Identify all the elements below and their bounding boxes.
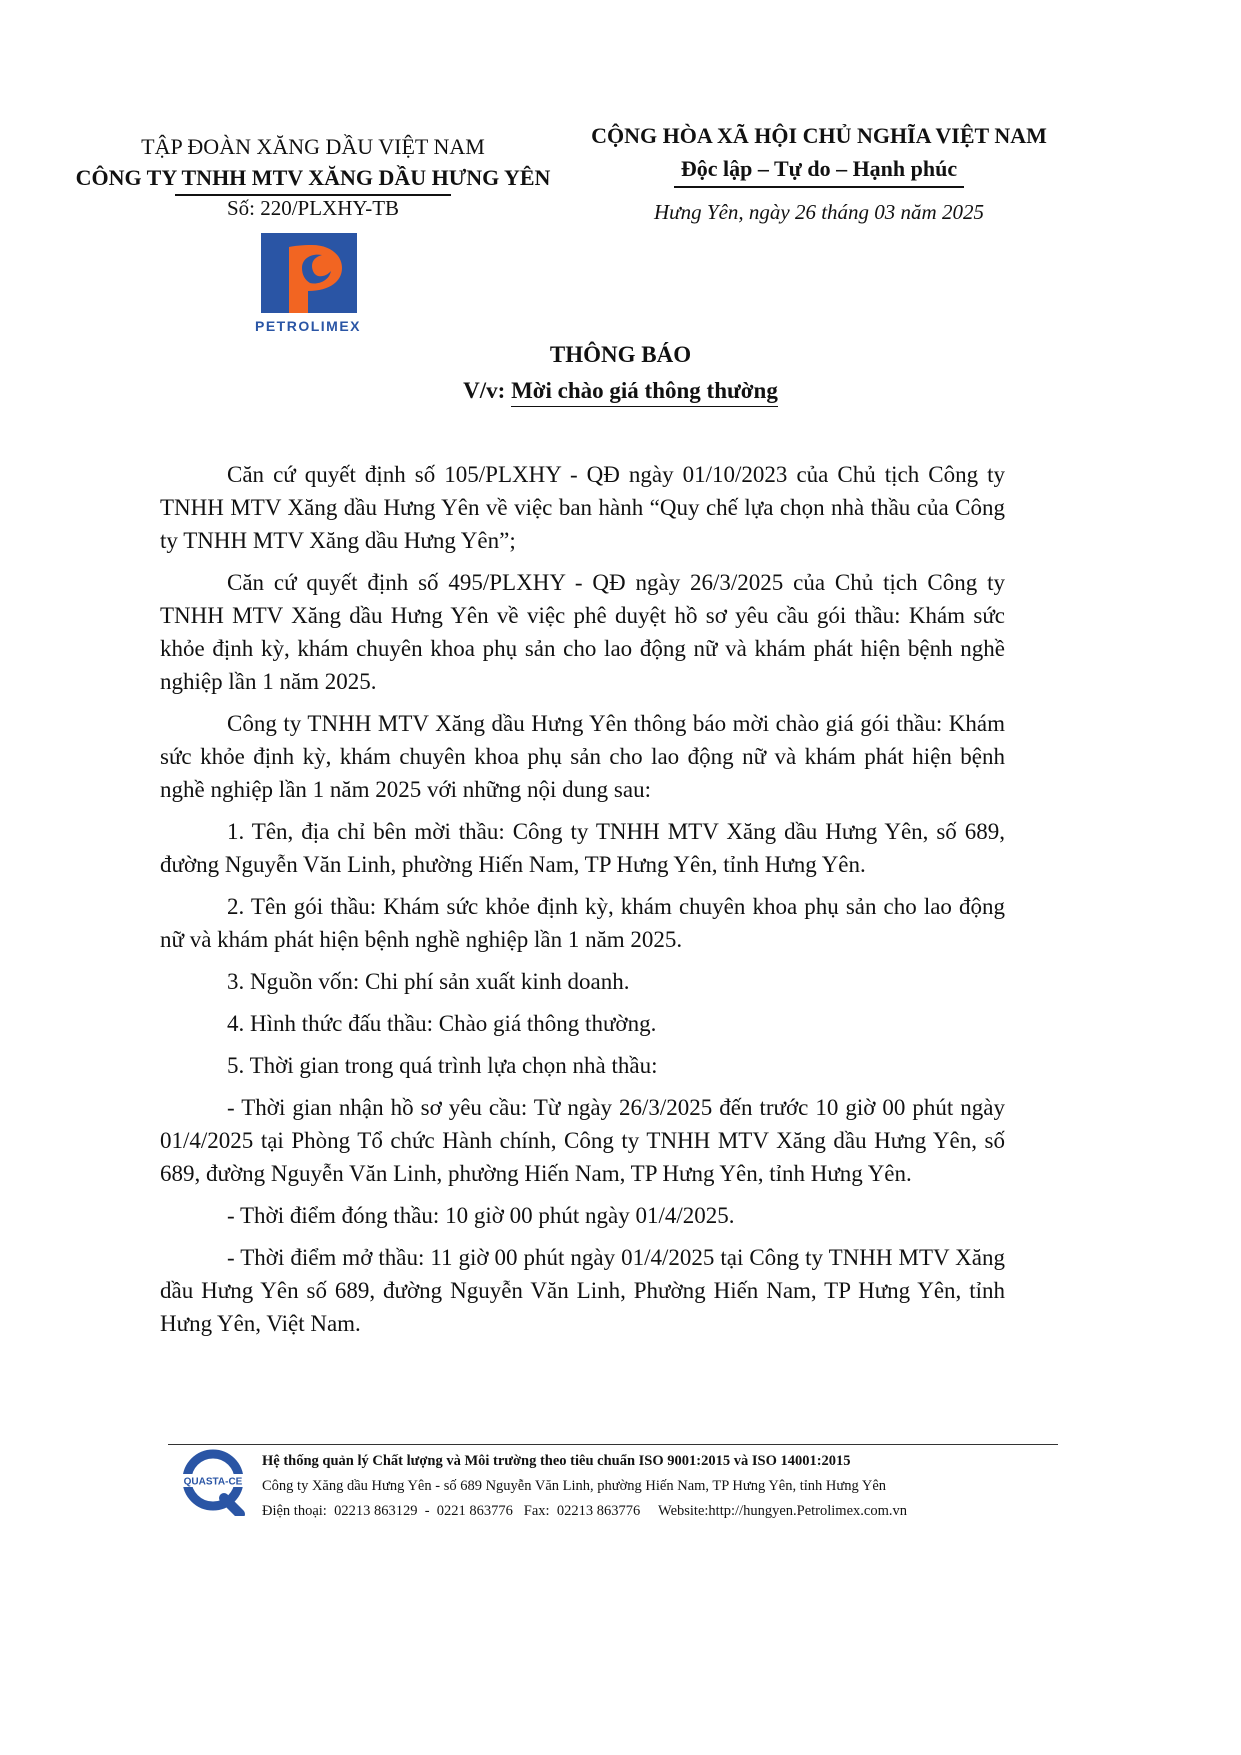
parent-organization: TẬP ĐOÀN XĂNG DẦU VIỆT NAM [141, 134, 485, 159]
list-item: 5. Thời gian trong quá trình lựa chọn nhà thầu: [227, 1053, 658, 1078]
company-name: CÔNG TY TNHH MTV XĂNG DẦU HƯNG YÊN [75, 165, 551, 190]
paragraph: Căn cứ quyết định số 105/PLXHY - QĐ ngày 01/10/2023 của Chủ tịch Công ty TNHH MTV Xăng dầu Hưng Yên về việc ban hành “Quy chế lựa chọn nhà thầu của Công ty TNHH MTV Xăng dầu Hưng Yên”; [160, 462, 1005, 553]
quasta-certification-icon [180, 1448, 246, 1516]
paragraph: Công ty TNHH MTV Xăng dầu Hưng Yên thông báo mời chào giá gói thầu: Khám sức khỏe định kỳ, khám chuyên khoa phụ sản cho lao động nữ và khám phát hiện bệnh nghề nghiệp lần 1 năm 2025 với những nội dung sau: [160, 711, 1005, 802]
list-item: - Thời gian nhận hồ sơ yêu cầu: Từ ngày 26/3/2025 đến trước 10 giờ 00 phút ngày 01/4/2025 tại Phòng Tổ chức Hành chính, Công ty TNHH MTV Xăng dầu Hưng Yên, số 689, đường Nguyễn Văn Linh, phường Hiến Nam, TP Hưng Yên, tỉnh Hưng Yên. [160, 1095, 1005, 1186]
paragraph: Căn cứ quyết định số 495/PLXHY - QĐ ngày 26/3/2025 của Chủ tịch Công ty TNHH MTV Xăng dầu Hưng Yên về việc phê duyệt hồ sơ yêu cầu gói thầu: Khám sức khỏe định kỳ, khám chuyên khoa phụ sản cho lao động nữ và khám phát hiện bệnh nghề nghiệp lần 1 năm 2025. [160, 570, 1005, 694]
footer-address: Công ty Xăng dầu Hưng Yên - số 689 Nguyễn Văn Linh, phường Hiến Nam, TP Hưng Yên, tỉnh Hưng Yên [262, 1478, 887, 1494]
footer-certification: Hệ thống quản lý Chất lượng và Môi trường theo tiêu chuẩn ISO 9001:2015 và ISO 14001:2015 [262, 1453, 851, 1469]
list-item: 4. Hình thức đấu thầu: Chào giá thông thường. [227, 1011, 657, 1036]
list-item: 2. Tên gói thầu: Khám sức khỏe định kỳ, khám chuyên khoa phụ sản cho lao động nữ và khám phát hiện bệnh nghề nghiệp lần 1 năm 2025. [160, 894, 1005, 952]
footer-info [262, 1449, 1052, 1524]
petrolimex-logo-icon [236, 233, 381, 335]
subject-topic: Mời chào giá thông thường [511, 378, 778, 407]
footer-contact: Điện thoại: 02213 863129 - 0221 863776 Fax: 02213 863776 Website:http://hungyen.Petrolimex.com.vn [262, 1503, 907, 1519]
document-number: Số: 220/PLXHY-TB [226, 196, 400, 220]
document-body [160, 458, 1005, 1349]
quasta-label: QUASTA-CE [183, 1476, 243, 1488]
footer-divider [168, 1444, 1058, 1445]
place-and-date: Hưng Yên, ngày 26 tháng 03 năm 2025 [654, 200, 984, 224]
country-name: CỘNG HÒA XÃ HỘI CHỦ NGHĨA VIỆT NAM [591, 123, 1047, 148]
motto-underline [674, 186, 964, 188]
subject-prefix: V/v: [463, 378, 512, 403]
national-heading-block [578, 120, 1060, 188]
document-title: THÔNG BÁO [549, 342, 692, 367]
list-item: - Thời điểm đóng thầu: 10 giờ 00 phút ngày 01/4/2025. [227, 1203, 735, 1228]
logo-brand-text: PETROLIMEX [254, 318, 362, 334]
issuer-block [68, 132, 558, 196]
list-item: 1. Tên, địa chỉ bên mời thầu: Công ty TNHH MTV Xăng dầu Hưng Yên, số 689, đường Nguyễn Văn Linh, phường Hiến Nam, TP Hưng Yên, tỉnh Hưng Yên. [160, 819, 1005, 877]
list-item: 3. Nguồn vốn: Chi phí sản xuất kinh doanh. [227, 969, 630, 994]
national-motto: Độc lập – Tự do – Hạnh phúc [680, 156, 958, 181]
list-item: - Thời điểm mở thầu: 11 giờ 00 phút ngày 01/4/2025 tại Công ty TNHH MTV Xăng dầu Hưng Yên số 689, đường Nguyễn Văn Linh, Phường Hiến Nam, TP Hưng Yên, tỉnh Hưng Yên, Việt Nam. [160, 1245, 1005, 1336]
document-subject [0, 378, 1241, 407]
